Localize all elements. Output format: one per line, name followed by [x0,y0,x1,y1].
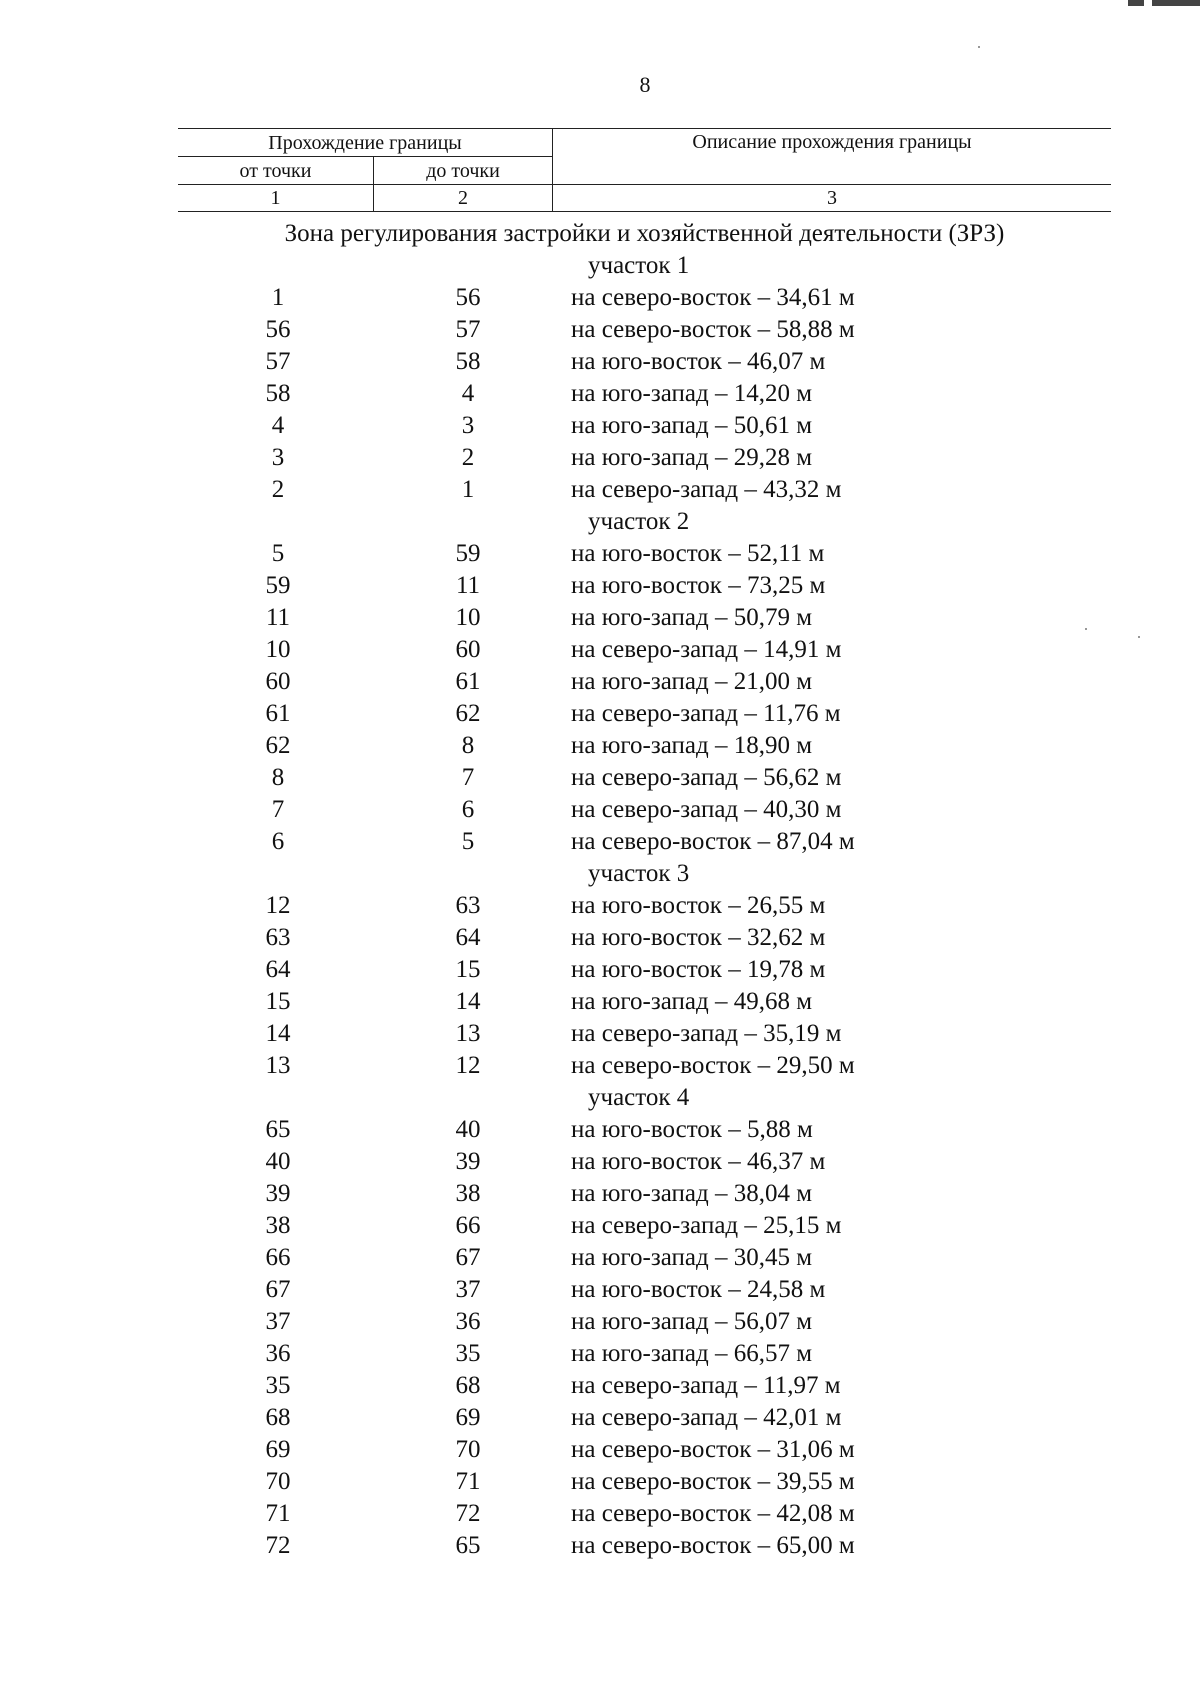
boundary-row [178,282,1111,314]
to-point: 59 [455,540,481,567]
section-title: участок 3 [588,860,690,887]
boundary-description: на северо-запад – 35,19 м [571,1020,842,1047]
boundary-description: на юго-восток – 73,25 м [571,572,826,599]
from-point: 10 [265,636,291,663]
boundary-description: на юго-восток – 5,88 м [571,1116,813,1143]
to-point: 5 [461,828,475,855]
boundary-row [178,314,1111,346]
from-point: 36 [265,1340,291,1367]
boundary-description: на юго-восток – 26,55 м [571,892,826,919]
boundary-description: на юго-запад – 29,28 м [571,444,813,471]
to-point: 1 [461,476,475,503]
from-point: 60 [265,668,291,695]
boundary-description: на северо-запад – 25,15 м [571,1212,842,1239]
from-point: 69 [265,1436,291,1463]
boundary-row [178,1210,1111,1242]
boundary-description: на северо-запад – 14,91 м [571,636,842,663]
from-point: 64 [265,956,291,983]
boundary-description: на юго-запад – 14,20 м [571,380,813,407]
boundary-row [178,1306,1111,1338]
to-point: 72 [455,1500,481,1527]
to-point: 56 [455,284,481,311]
to-point: 64 [455,924,481,951]
zone-title: Зона регулирования застройки и хозяйственной деятельности (ЗРЗ) [284,220,1005,247]
scan-speck [978,46,980,48]
boundary-row [178,1274,1111,1306]
to-point: 62 [455,700,481,727]
from-point: 59 [265,572,291,599]
to-point: 2 [461,444,475,471]
scan-speck [1138,636,1140,638]
header-col-number-3: 3 [553,185,1112,212]
to-point: 69 [455,1404,481,1431]
from-point: 4 [271,412,285,439]
section-title: участок 4 [588,1084,690,1111]
from-point: 12 [265,892,291,919]
from-point: 14 [265,1020,291,1047]
boundary-row [178,1370,1111,1402]
to-point: 68 [455,1372,481,1399]
to-point: 71 [455,1468,481,1495]
from-point: 3 [271,444,285,471]
to-point: 3 [461,412,475,439]
section-title: участок 1 [588,252,690,279]
to-point: 7 [461,764,475,791]
boundary-row [178,1242,1111,1274]
boundary-description: на юго-восток – 19,78 м [571,956,826,983]
header-description-label: Описание прохождения границы [553,129,1112,185]
boundary-description: на юго-запад – 56,07 м [571,1308,813,1335]
boundary-row [178,1050,1111,1082]
from-point: 70 [265,1468,291,1495]
from-point: 61 [265,700,291,727]
boundary-row [178,634,1111,666]
boundary-description: на северо-восток – 65,00 м [571,1532,855,1559]
boundary-description: на юго-запад – 30,45 м [571,1244,813,1271]
boundary-row [178,378,1111,410]
boundary-description: на северо-запад – 42,01 м [571,1404,842,1431]
boundary-description: на северо-восток – 87,04 м [571,828,855,855]
to-point: 37 [455,1276,481,1303]
to-point: 67 [455,1244,481,1271]
boundary-description: на юго-запад – 49,68 м [571,988,813,1015]
to-point: 66 [455,1212,481,1239]
boundary-description: на юго-запад – 38,04 м [571,1180,813,1207]
from-point: 37 [265,1308,291,1335]
boundary-row [178,410,1111,442]
from-point: 68 [265,1404,291,1431]
from-point: 35 [265,1372,291,1399]
from-point: 15 [265,988,291,1015]
to-point: 14 [455,988,481,1015]
boundary-description: на северо-запад – 56,62 м [571,764,842,791]
boundary-row [178,1402,1111,1434]
boundary-description: на юго-восток – 24,58 м [571,1276,826,1303]
from-point: 63 [265,924,291,951]
from-point: 58 [265,380,291,407]
boundary-description: на юго-восток – 32,62 м [571,924,826,951]
to-point: 65 [455,1532,481,1559]
to-point: 35 [455,1340,481,1367]
to-point: 57 [455,316,481,343]
boundary-row [178,1530,1111,1562]
boundary-description: на северо-запад – 11,76 м [571,700,841,727]
header-col-number-2: 2 [374,185,553,212]
from-point: 13 [265,1052,291,1079]
to-point: 12 [455,1052,481,1079]
from-point: 65 [265,1116,291,1143]
header-group-label: Прохождение границы [178,129,553,157]
from-point: 7 [271,796,285,823]
boundary-description: на северо-восток – 31,06 м [571,1436,855,1463]
to-point: 36 [455,1308,481,1335]
section-title: участок 2 [588,508,690,535]
boundary-description: на юго-запад – 50,79 м [571,604,813,631]
to-point: 38 [455,1180,481,1207]
from-point: 39 [265,1180,291,1207]
boundary-description: на северо-восток – 39,55 м [571,1468,855,1495]
boundary-row [178,1178,1111,1210]
from-point: 57 [265,348,291,375]
to-point: 13 [455,1020,481,1047]
boundary-description: на северо-восток – 42,08 м [571,1500,855,1527]
boundary-row [178,698,1111,730]
boundary-row [178,762,1111,794]
boundary-row [178,442,1111,474]
to-point: 10 [455,604,481,631]
to-point: 63 [455,892,481,919]
from-point: 72 [265,1532,291,1559]
from-point: 8 [271,764,285,791]
boundary-description: на юго-запад – 66,57 м [571,1340,813,1367]
to-point: 4 [461,380,475,407]
boundary-row [178,1146,1111,1178]
to-point: 61 [455,668,481,695]
to-point: 60 [455,636,481,663]
scan-edge-mark [1120,0,1200,6]
boundary-row [178,570,1111,602]
header-from-label: от точки [178,157,374,185]
boundary-row [178,954,1111,986]
boundary-row [178,346,1111,378]
boundary-table-header [178,128,1111,212]
to-point: 6 [461,796,475,823]
from-point: 71 [265,1500,291,1527]
boundary-row [178,1018,1111,1050]
to-point: 58 [455,348,481,375]
boundary-row [178,666,1111,698]
boundary-row [178,1434,1111,1466]
from-point: 62 [265,732,291,759]
boundary-description: на северо-запад – 40,30 м [571,796,842,823]
header-to-label: до точки [374,157,553,185]
boundary-description: на северо-восток – 58,88 м [571,316,855,343]
boundary-row [178,794,1111,826]
from-point: 56 [265,316,291,343]
from-point: 6 [271,828,285,855]
to-point: 40 [455,1116,481,1143]
to-point: 11 [455,572,481,599]
boundary-description: на северо-восток – 34,61 м [571,284,855,311]
from-point: 5 [271,540,285,567]
from-point: 38 [265,1212,291,1239]
boundary-description: на юго-восток – 46,37 м [571,1148,826,1175]
boundary-description: на юго-запад – 50,61 м [571,412,813,439]
from-point: 66 [265,1244,291,1271]
boundary-description: на юго-восток – 52,11 м [571,540,825,567]
to-point: 8 [461,732,475,759]
to-point: 15 [455,956,481,983]
boundary-description: на северо-запад – 11,97 м [571,1372,841,1399]
boundary-description: на юго-восток – 46,07 м [571,348,826,375]
boundary-description: на юго-запад – 18,90 м [571,732,813,759]
boundary-row [178,1338,1111,1370]
boundary-rows [178,250,1111,1562]
page-number: 8 [639,72,651,97]
boundary-row [178,1498,1111,1530]
boundary-description: на северо-восток – 29,50 м [571,1052,855,1079]
boundary-row [178,986,1111,1018]
boundary-description: на юго-запад – 21,00 м [571,668,813,695]
boundary-row [178,474,1111,506]
from-point: 67 [265,1276,291,1303]
boundary-row [178,1466,1111,1498]
from-point: 2 [271,476,285,503]
from-point: 1 [271,284,285,311]
from-point: 40 [265,1148,291,1175]
header-col-number-1: 1 [178,185,374,212]
boundary-row [178,602,1111,634]
boundary-row [178,730,1111,762]
boundary-row [178,922,1111,954]
to-point: 39 [455,1148,481,1175]
boundary-row [178,826,1111,858]
boundary-row [178,1114,1111,1146]
boundary-row [178,890,1111,922]
boundary-row [178,538,1111,570]
from-point: 11 [265,604,291,631]
to-point: 70 [455,1436,481,1463]
boundary-description: на северо-запад – 43,32 м [571,476,842,503]
